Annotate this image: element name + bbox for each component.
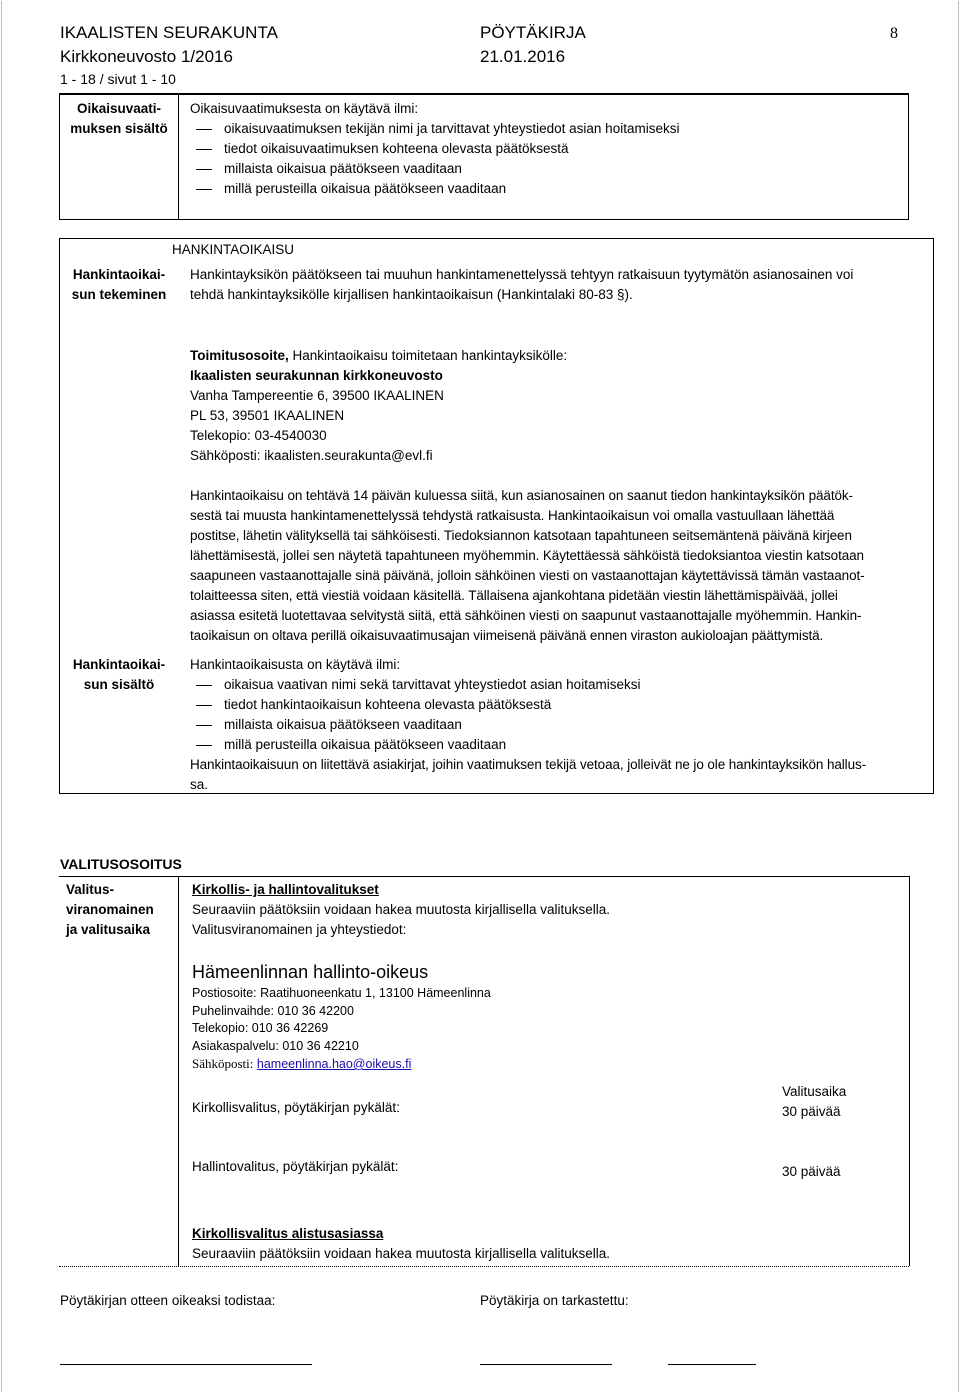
list-item: millä perusteilla oikaisua päätökseen vaaditaan xyxy=(190,735,866,755)
attachments-line1: Hankintaoikaisuun on liitettävä asiakirjat, joihin vaatimuksen tekijä vetoaa, jolleivät ne jo ole hankintayksikön hallus- xyxy=(190,757,867,772)
hankinta-sisalto-content xyxy=(190,655,866,795)
delivery-address xyxy=(190,346,567,466)
hankinta-sisalto-label: Hankintaoikai- sun sisältö xyxy=(72,657,166,692)
page-number: 8 xyxy=(890,25,898,42)
list-item: millaista oikaisua päätökseen vaaditaan xyxy=(190,715,866,735)
list-item: millaista oikaisua päätökseen vaaditaan xyxy=(190,159,679,179)
court-email-link[interactable]: hameenlinna.hao@oikeus.fi xyxy=(256,1057,412,1071)
valitusosoitus-heading: VALITUSOSOITUS xyxy=(60,856,182,872)
hankinta-tekeminen-label: Hankintaoikai- sun tekeminen xyxy=(71,267,167,302)
attachments-line2: sa. xyxy=(190,777,209,792)
oikaisuvaatimus-label: Oikaisuvaati- muksen sisältö xyxy=(70,101,168,136)
admin-appeal-days: 30 päivää xyxy=(782,1164,841,1179)
hankinta-tekeminen-text: Hankintayksikön päätökseen tai muuhun hankintamenettelyssä tehtyyn ratkaisuun tyytymätön asianosainen voi tehdä hankintayksikölle kirjallisen hankintaoikaisun (Hankintalaki 80-83 §). xyxy=(190,267,854,302)
address-name: Ikaalisten seurakunnan kirkkoneuvosto xyxy=(190,368,443,383)
checked-label: Pöytäkirja on tarkastettu: xyxy=(480,1293,629,1308)
list-item: oikaisua vaativan nimi sekä tarvittavat yhteystiedot asian hoitamiseksi xyxy=(190,675,866,695)
list-item: millä perusteilla oikaisua päätökseen vaaditaan xyxy=(190,179,679,199)
valitusviranomainen-label: Valitus- viranomainen ja valitusaika xyxy=(66,882,154,937)
court-contact xyxy=(192,985,491,1074)
list-item: oikaisuvaatimuksen tekijän nimi ja tarvittavat yhteystiedot asian hoitamiseksi xyxy=(190,119,679,139)
org-name: IKAALISTEN SEURAKUNTA xyxy=(60,23,278,42)
church-appeal-days: 30 päivää xyxy=(782,1104,841,1119)
address-po: PL 53, 39501 IKAALINEN xyxy=(190,408,345,423)
church-appeal-label: Kirkollisvalitus, pöytäkirjan pykälät: xyxy=(192,1100,400,1115)
valitus-intro-line1: Seuraaviin päätöksiin voidaan hakea muutosta kirjallisella valituksella. xyxy=(192,902,610,917)
oikaisuvaatimus-list xyxy=(190,119,679,199)
admin-appeal-label: Hallintovalitus, pöytäkirjan pykälät: xyxy=(192,1159,399,1174)
alistus-heading: Kirkollisvalitus alistusasiassa xyxy=(192,1226,384,1241)
court-phone: Puhelinvaihde: 010 36 42200 xyxy=(192,1003,354,1018)
doc-type: PÖYTÄKIRJA xyxy=(480,23,586,42)
address-street: Vanha Tampereentie 6, 39500 IKAALINEN xyxy=(190,388,444,403)
valitus-intro-line2: Valitusviranomainen ja yhteystiedot: xyxy=(192,922,407,937)
court-fax: Telekopio: 010 36 42269 xyxy=(192,1021,329,1035)
court-address: Postiosoite: Raatihuoneenkatu 1, 13100 Hämeenlinna xyxy=(192,986,491,1000)
deadline-paragraph: Hankintaoikaisu on tehtävä 14 päivän kuluessa siitä, kun asianosainen on saanut tiedon hankintayksikön päätök- sestä tai muusta hankintamenettelyssä tehdystä ratkaisusta. Hankintaoikaisun voi omalla vastuullaan lähettää postitse, lähetin välityksellä tai sähköisesti. Tiedoksiannon katsotaan tapahtuneen seitsemäntenä päivänä kirjeen lähettämisestä, jollei sen näytetä tapahtuneen myöhemmin. Käytettäessä sähköistä tiedoksiantoa viestin katsotaan saapuneen vastaanottajalle sinä päivänä, jolloin sähköinen viesti on vastaanottajan käytettävissä tämän vastaanot- tolaitteessa siten, että viestiä voidaan käsitellä. Tällaisena ajankohtana pidetään viestin lähettämispäivää, jollei asiassa esitetä luotettavaa selvitystä siitä, että sähköinen viesti on saapunut vastaanottajalle myöhemmin. Hankin- taoikaisun on oltava perillä oikaisuvaatimusajan viimeisenä päivänä ennen viraston aukioloajan päättymistä. xyxy=(190,488,865,643)
list-item: tiedot hankintaoikaisun kohteena olevasta päätöksestä xyxy=(190,695,866,715)
kirkollis-heading: Kirkollis- ja hallintovalitukset xyxy=(192,882,379,897)
court-name: Hämeenlinnan hallinto-oikeus xyxy=(192,962,429,982)
address-email: Sähköposti: ikaalisten.seurakunta@evl.fi xyxy=(190,448,433,463)
address-fax: Telekopio: 03-4540030 xyxy=(190,428,327,443)
column-divider xyxy=(178,876,179,1266)
address-intro: Hankintaoikaisu toimitetaan hankintayksikölle: xyxy=(288,348,568,363)
oikaisuvaatimus-content xyxy=(190,99,679,199)
alistus-section xyxy=(192,1224,610,1264)
hankintaoikaisu-heading: HANKINTAOIKAISU xyxy=(172,242,295,257)
certify-label: Pöytäkirjan otteen oikeaksi todistaa: xyxy=(60,1293,276,1308)
meeting-body: Kirkkoneuvosto 1/2016 xyxy=(60,47,233,66)
valitus-intro xyxy=(192,880,610,940)
signature-line xyxy=(668,1364,756,1365)
right-border xyxy=(909,876,910,1266)
section-range: 1 - 18 / sivut 1 - 10 xyxy=(60,71,176,87)
address-label: Toimitusosoite, xyxy=(190,348,289,363)
list-item: tiedot oikaisuvaatimuksen kohteena olevasta päätöksestä xyxy=(190,139,679,159)
oikaisuvaatimus-intro: Oikaisuvaatimuksesta on käytävä ilmi: xyxy=(190,101,419,116)
hankinta-sisalto-intro: Hankintaoikaisusta on käytävä ilmi: xyxy=(190,657,401,672)
appeal-time-label: Valitusaika xyxy=(782,1084,847,1099)
signature-line xyxy=(480,1364,612,1365)
court-email-label: Sähköposti: xyxy=(192,1056,254,1071)
court-service: Asiakaspalvelu: 010 36 42210 xyxy=(192,1038,359,1053)
alistus-text: Seuraaviin päätöksiin voidaan hakea muutosta kirjallisella valituksella. xyxy=(192,1246,610,1261)
meeting-date: 21.01.2016 xyxy=(480,47,566,66)
hankinta-sisalto-list xyxy=(190,675,866,755)
signature-line xyxy=(60,1364,312,1365)
column-divider xyxy=(178,93,179,220)
